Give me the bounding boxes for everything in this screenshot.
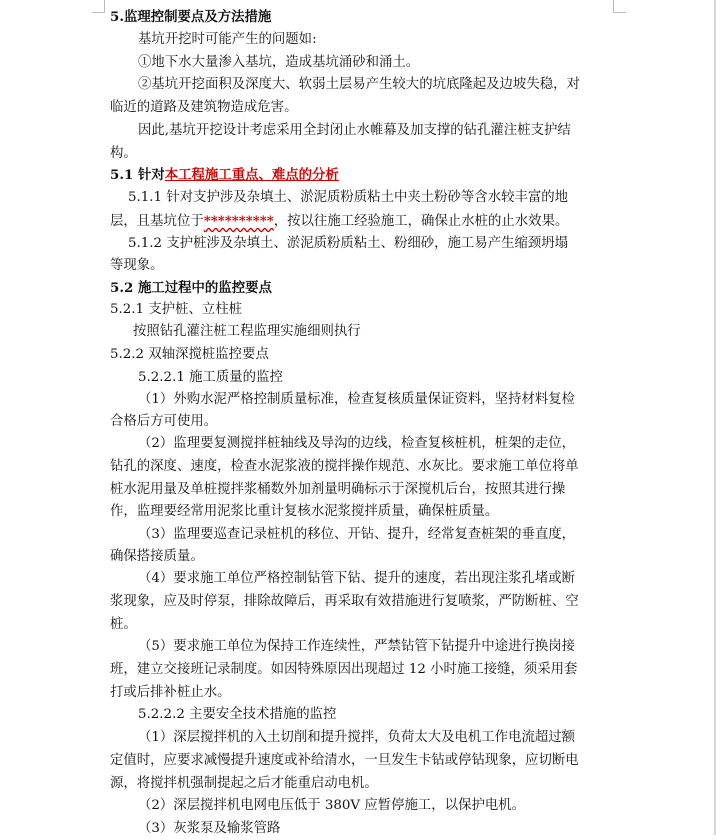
section-5-1-heading (110, 164, 339, 186)
quality-4-line-1: （4）要求施工单位严格控制钻管下钻、提升的速度，若出现注浆孔堵或断 (138, 571, 576, 586)
issue-2-line-2: 临近的道路及建筑物造成危害。 (110, 100, 298, 115)
safety-1-line-2: 定值时，应要求减慢提升速度或补给清水，一旦发生卡钻或停钻现象，应切断电 (110, 753, 579, 768)
heading-5: 5.监理控制要点及方法措施 (110, 9, 272, 25)
section-5-2-1-text: 按照钻孔灌注桩工程监理实施细则执行 (133, 324, 361, 339)
item-5-1-1-pre: 层，且基坑位于 (110, 214, 204, 229)
quality-3-line-2: 确保搭接质量。 (110, 549, 204, 564)
section-5-1-highlight: 本工程施工重点、难点的分析 (164, 167, 339, 183)
page-margin-corner-left (92, 0, 105, 13)
section-5-2-heading: 5.2 施工过程中的监控要点 (110, 280, 272, 296)
safety-1-line-3: 源，将搅拌机强制提起之后才能重启动电机。 (110, 776, 378, 791)
quality-2-line-2: 钻孔的深度、速度，检查水泥浆液的搅拌操作规范、水灰比。要求施工单位将单 (110, 459, 579, 474)
section-5-1-prefix: 5.1 针对 (110, 167, 165, 183)
quality-4-line-3: 桩。 (110, 617, 137, 632)
redacted-location: ********** (203, 213, 274, 229)
therefore-line-2: 构。 (110, 146, 137, 161)
issue-2-line-1: ②基坑开挖面积及深度大、软弱土层易产生较大的坑底隆起及边坡失稳，对 (138, 77, 580, 92)
item-5-1-1-line-1: 5.1.1 针对支护涉及杂填土、淤泥质粉质粘土中夹土粉砂等含水较丰富的地 (128, 190, 569, 205)
safety-2: （2）深层搅拌机电网电压低于 380V 应暂停施工，以保护电机。 (138, 798, 526, 813)
safety-3: （3）灰浆泵及输浆管路 (138, 821, 281, 836)
section-5-2-1-heading: 5.2.1 支护桩、立柱桩 (110, 302, 243, 317)
section-5-2-2-1-heading: 5.2.2.1 施工质量的监控 (138, 370, 283, 385)
intro-text: 基坑开挖时可能产生的问题如: (138, 32, 317, 47)
quality-2-line-4: 作，监理要经常用泥浆比重计复核水泥浆搅拌质量，确保桩质量。 (110, 504, 499, 519)
quality-5-line-2: 班，建立交接班记录制度。如因特殊原因出现超过 12 小时施工接缝，须采用套 (110, 662, 578, 677)
item-5-1-2-line-1: 5.1.2 支护桩涉及杂填土、淤泥质粉质粘土、粉细砂，施工易产生缩颈坍塌 (128, 236, 569, 251)
safety-1-line-1: （1）深层搅拌机的入土切削和提升搅拌，负荷太大及电机工作电流超过额 (138, 730, 576, 745)
quality-2-line-3: 桩水泥用量及单桩搅拌浆桶数外加剂量明确标示于深搅机后台，按照其进行操 (110, 482, 566, 497)
quality-5-line-3: 打或后排补桩止水。 (110, 685, 231, 700)
item-5-1-2-line-2: 等现象。 (110, 258, 164, 273)
quality-1-line-1: （1）外购水泥严格控制质量标准，检查复核质量保证资料，坚持材料复检 (138, 392, 576, 407)
issue-1: ①地下水大量渗入基坑，造成基坑涌砂和涌土。 (138, 55, 420, 70)
section-5-2-2-heading: 5.2.2 双轴深搅桩监控要点 (110, 347, 269, 362)
quality-4-line-2: 浆现象，应及时停泵，排除故障后，再采取有效措施进行复喷浆，严防断桩、空 (110, 594, 579, 609)
quality-3-line-1: （3）监理要巡查记录桩机的移位、开钻、提升，经常复查桩架的垂直度， (138, 527, 576, 542)
item-5-1-1-post: ，按以往施工经验施工，确保止水桩的止水效果。 (273, 214, 569, 229)
quality-1-line-2: 合格后方可使用。 (110, 414, 218, 429)
page-margin-corner-right (613, 0, 626, 13)
quality-2-line-1: （2）监理要复测搅拌桩轴线及导沟的边线，检查复核桩机，桩架的走位， (138, 436, 576, 451)
item-5-1-1-line-2 (110, 210, 568, 232)
therefore-line-1: 因此,基坑开挖设计考虑采用全封闭止水帷幕及加支撑的钻孔灌注桩支护结 (138, 123, 571, 138)
section-5-2-2-2-heading: 5.2.2.2 主要安全技术措施的监控 (138, 707, 337, 722)
quality-5-line-1: （5）要求施工单位为保持工作连续性，严禁钻管下钻提升中途进行换岗接 (138, 639, 576, 654)
